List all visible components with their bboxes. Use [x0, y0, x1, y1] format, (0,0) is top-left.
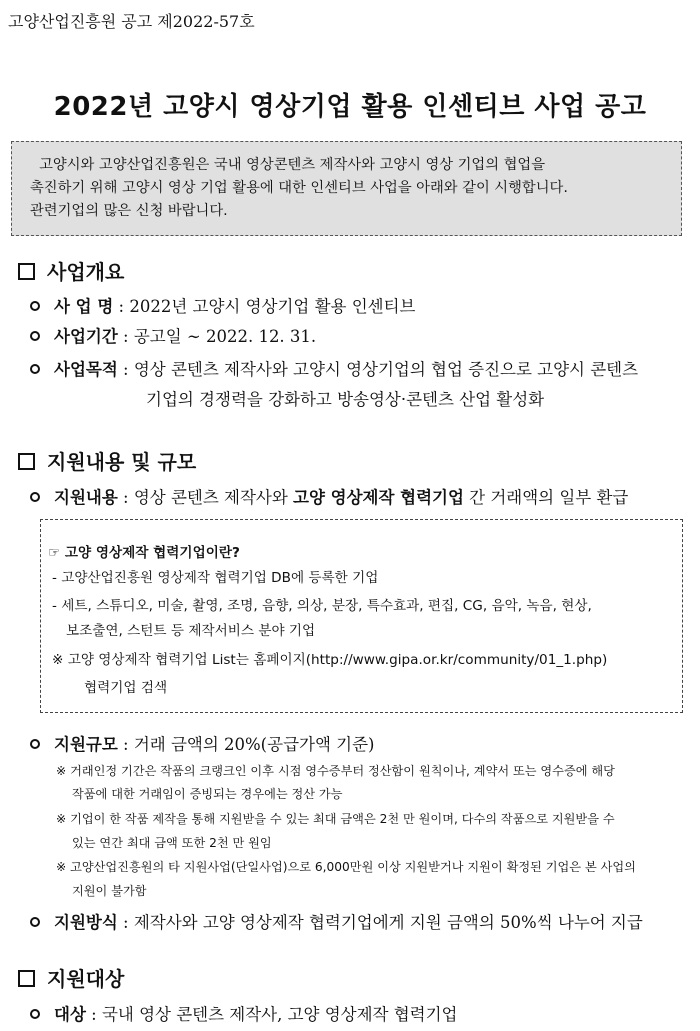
item-value: 2022년 고양시 영상기업 활용 인센티브 — [129, 297, 416, 316]
item-label: 지원규모 — [54, 735, 118, 754]
square-icon — [18, 970, 35, 987]
circle-bullet-icon — [30, 492, 40, 502]
overview-item-purpose: 사업목적 : 영상 콘텐츠 제작사와 고양시 영상기업의 협업 증진으로 고양시 콘텐츠 — [30, 356, 638, 380]
target-item: 대상 : 국내 영상 콘텐츠 제작사, 고양 영상제작 협력기업 — [30, 1001, 457, 1025]
intro-line-3: 관련기업의 많은 신청 바랍니다. — [30, 203, 228, 219]
intro-line-2: 촉진하기 위해 고양시 영상 기업 활용에 대한 인센티브 사업을 아래와 같이 시행합니다. — [30, 180, 568, 196]
overview-item-name: 사 업 명 : 2022년 고양시 영상기업 활용 인센티브 — [30, 293, 416, 317]
circle-bullet-icon — [30, 364, 40, 374]
definition-line: - 고양산업진흥원 영상제작 협력기업 DB에 등록한 기업 — [52, 570, 379, 586]
circle-bullet-icon — [30, 1009, 40, 1019]
square-icon — [18, 453, 35, 470]
support-content-item: 지원내용 : 영상 콘텐츠 제작사와 고양 영상제작 협력기업 간 거래액의 일부 환급 — [30, 484, 628, 508]
item-value: 영상 콘텐츠 제작사와 — [133, 488, 294, 507]
support-method-item: 지원방식 : 제작사와 고양 영상제작 협력기업에게 지원 금액의 50%씩 나누어 지급 — [30, 909, 643, 933]
intro-box — [11, 141, 682, 236]
circle-bullet-icon — [30, 301, 40, 311]
circle-bullet-icon — [30, 331, 40, 341]
page-title: 2022년 고양시 영상기업 활용 인센티브 사업 공고 — [53, 92, 647, 122]
note-line: 있는 연간 최대 금액 또한 2천 만 원임 — [72, 836, 272, 850]
circle-bullet-icon — [30, 917, 40, 927]
definition-line: - 세트, 스튜디오, 미술, 촬영, 조명, 음향, 의상, 분장, 특수효과, 편집, CG, 음악, 녹음, 현상, — [52, 598, 592, 614]
item-label: 사 업 명 — [54, 297, 114, 316]
support-scale-item: 지원규모 : 거래 금액의 20%(공급가액 기준) — [30, 731, 374, 755]
item-label: 대상 — [54, 1005, 86, 1024]
item-label: 사업기간 — [54, 327, 118, 346]
overview-item-period: 사업기간 : 공고일 ∼ 2022. 12. 31. — [30, 323, 316, 347]
highlight-text: 고양 영상제작 협력기업 — [293, 488, 464, 507]
square-icon — [18, 263, 35, 280]
item-label: 사업목적 — [54, 360, 118, 379]
section-overview-heading: 사업개요 — [18, 256, 124, 285]
item-value: 영상 콘텐츠 제작사와 고양시 영상기업의 협업 증진으로 고양시 콘텐츠 — [133, 360, 639, 379]
note-line: ※ 거래인정 기간은 작품의 크랭크인 이후 시점 영수증부터 정산함이 원칙이나, 계약서 또는 영수증에 해당 — [56, 764, 615, 778]
circle-bullet-icon — [30, 739, 40, 749]
item-label: 지원방식 — [54, 913, 118, 932]
note-line: ※ 기업이 한 작품 제작을 통해 지원받을 수 있는 최대 금액은 2천 만 원이며, 다수의 작품으로 지원받을 수 — [56, 812, 615, 826]
definition-note-cont: 협력기업 검색 — [84, 680, 168, 696]
item-label: 지원내용 — [54, 488, 118, 507]
item-value: 거래 금액의 20%(공급가액 기준) — [133, 735, 375, 754]
definition-line: 보조출연, 스턴트 등 제작서비스 분야 기업 — [66, 623, 316, 639]
note-line: 지원이 불가함 — [72, 884, 147, 898]
notice-number: 고양산업진흥원 공고 제2022-57호 — [8, 12, 255, 31]
item-value: 공고일 ∼ 2022. 12. 31. — [133, 327, 317, 346]
overview-item-purpose-cont: 기업의 경쟁력을 강화하고 방송영상·콘텐츠 산업 활성화 — [146, 390, 545, 409]
intro-line-1: 고양시와 고양산업진흥원은 국내 영상콘텐츠 제작사와 고양시 영상 기업의 협업을 — [39, 157, 546, 173]
definition-note: ※ 고양 영상제작 협력기업 List는 홈페이지(http://www.gipa.or.kr/community/01_1.php) — [52, 652, 608, 668]
note-line: 작품에 대한 거래임이 증빙되는 경우에는 정산 가능 — [72, 787, 343, 801]
definition-heading: ☞ 고양 영상제작 협력기업이란? — [48, 545, 240, 561]
section-support-heading: 지원내용 및 규모 — [18, 446, 196, 475]
note-line: ※ 고양산업진흥원의 타 지원사업(단일사업)으로 6,000만원 이상 지원받거나 지원이 확정된 기업은 본 사업의 — [56, 860, 636, 874]
item-value: 제작사와 고양 영상제작 협력기업에게 지원 금액의 50%씩 나누어 지급 — [133, 913, 643, 932]
section-target-heading: 지원대상 — [18, 963, 124, 992]
item-value: 국내 영상 콘텐츠 제작사, 고양 영상제작 협력기업 — [101, 1005, 458, 1024]
item-value-end: 간 거래액의 일부 환급 — [463, 488, 629, 507]
